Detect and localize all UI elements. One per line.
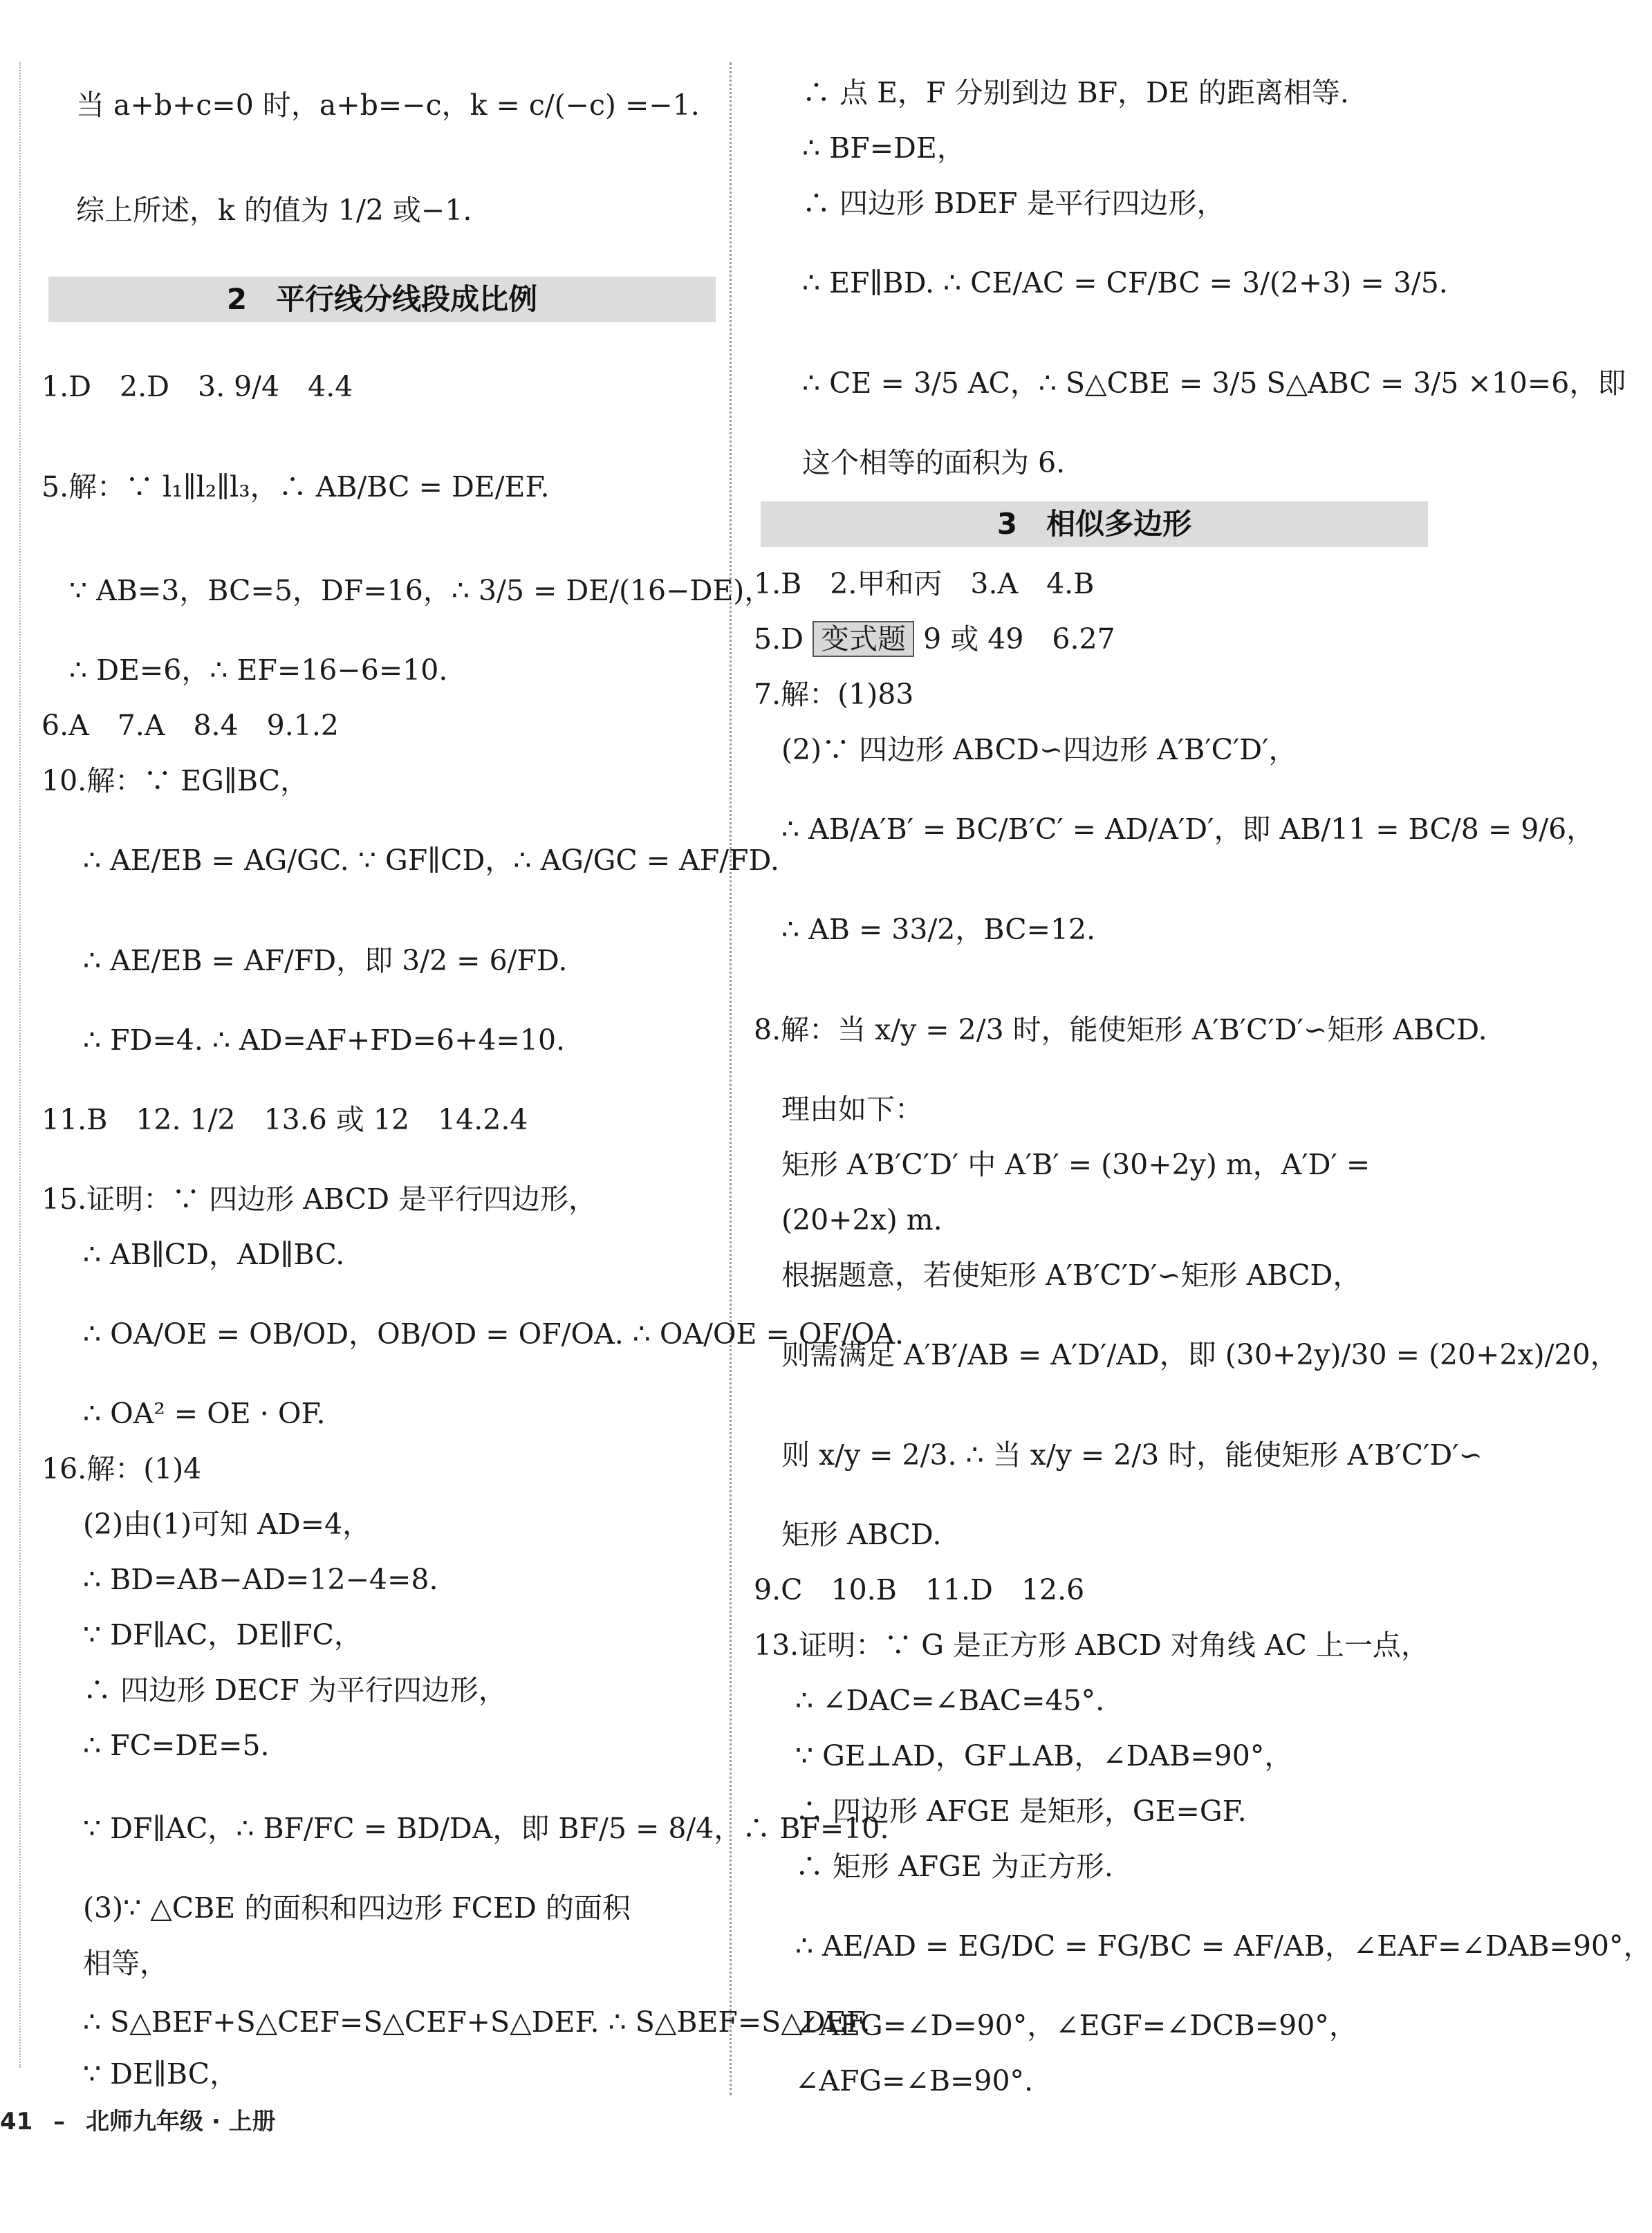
solution-line: 理由如下： [781, 1093, 923, 1126]
solution-line: (3)∵ △CBE 的面积和四边形 FCED 的面积 [83, 1891, 631, 1925]
solution-line: ∴ 四边形 AFGE 是矩形，GE=GF. [795, 1795, 1247, 1828]
solution-line: ∵ AB=3，BC=5，DF=16，∴ 3/5 = DE/(16−DE)， [69, 574, 773, 607]
answer-line: 9.C 10.B 11.D 12.6 [754, 1573, 1085, 1606]
solution-line: 这个相等的面积为 6. [802, 446, 1066, 479]
solution-line: ∵ GE⊥AD，GF⊥AB，∠DAB=90°， [795, 1739, 1293, 1772]
solution-line: ∴ 点 E，F 分别到边 BF，DE 的距离相等. [802, 76, 1349, 109]
solution-line: 10.解：∵ EG∥BC， [41, 764, 309, 797]
page-number: 41 [0, 2108, 33, 2135]
answer-5: 5.D [754, 622, 804, 656]
solution-line: ∴ AE/AD = EG/DC = FG/BC = AF/AB，∠EAF=∠DAB=90°， [795, 1929, 1652, 1963]
solution-line: ∴ AB = 33/2，BC=12. [781, 913, 1096, 946]
solution-line: ∴ ∠DAC=∠BAC=45°. [795, 1684, 1105, 1717]
text-line: 综上所述，k 的值为 1/2 或−1. [76, 194, 472, 227]
answer-variant: 9 或 49 6.27 [923, 622, 1115, 656]
section-heading: 2 平行线分线段成比例 [48, 277, 716, 322]
section-heading: 3 相似多边形 [761, 501, 1428, 547]
answer-line: 11.B 12. 1/2 13.6 或 12 14.2.4 [41, 1103, 528, 1136]
solution-line: ∴ EF∥BD. ∴ CE/AC = CF/BC = 3/(2+3) = 3/5. [802, 266, 1448, 299]
solution-line: ∴ AE/EB = AF/FD，即 3/2 = 6/FD. [83, 944, 568, 977]
column-divider [730, 62, 733, 2095]
solution-line: 16.解：(1)4 [41, 1452, 202, 1485]
solution-line: ∴ 矩形 AFGE 为正方形. [795, 1850, 1113, 1883]
solution-line: ∵ DF∥AC，DE∥FC， [83, 1618, 362, 1651]
solution-line: 根据题意，若使矩形 A′B′C′D′∽矩形 ABCD， [781, 1259, 1362, 1292]
solution-line: ∵ DE∥BC， [83, 2057, 239, 2091]
solution-line: ∵ DF∥AC，∴ BF/FC = BD/DA，即 BF/5 = 8/4，∴ BF=10. [83, 1812, 889, 1845]
solution-line: ∴ 四边形 DECF 为平行四边形， [83, 1674, 507, 1707]
solution-line: ∴ AB∥CD，AD∥BC. [83, 1238, 345, 1271]
page-footer [0, 2102, 276, 2136]
answer-line [754, 622, 1115, 656]
solution-line: (2)由(1)可知 AD=4， [83, 1508, 371, 1541]
solution-line: ∠AFG=∠B=90°. [795, 2064, 1034, 2097]
solution-line: ∴ OA/OE = OB/OD，OB/OD = OF/OA. ∴ OA/OE = OF/OA. [83, 1317, 904, 1351]
answer-line: 6.A 7.A 8.4 9.1.2 [41, 709, 339, 742]
solution-line: ∴ DE=6，∴ EF=16−6=10. [69, 654, 448, 687]
book-title: 北师九年级 · 上册 [86, 2108, 276, 2135]
solution-line: 相等， [83, 1947, 168, 1980]
footer-dash: – [53, 2108, 66, 2135]
solution-line: ∴ BF=DE， [802, 131, 965, 165]
variant-question-tag: 变式题 [813, 621, 914, 657]
page-edge-divider [19, 62, 22, 2068]
solution-line: ∴ 四边形 BDEF 是平行四边形， [802, 187, 1225, 220]
solution-line: ∴ AE/EB = AG/GC. ∵ GF∥CD，∴ AG/GC = AF/FD. [83, 844, 779, 877]
solution-line: 矩形 A′B′C′D′ 中 A′B′ = (30+2y) m，A′D′ = [781, 1148, 1371, 1181]
answer-line: 1.D 2.D 3. 9/4 4.4 [41, 370, 353, 403]
solution-line: ∴ BD=AB−AD=12−4=8. [83, 1563, 438, 1596]
text-line: 当 a+b+c=0 时，a+b=−c，k = c/(−c) =−1. [76, 89, 700, 122]
solution-line: 则 x/y = 2/3. ∴ 当 x/y = 2/3 时，能使矩形 A′B′C′D′∽ [781, 1438, 1483, 1472]
solution-line: ∴ OA² = OE · OF. [83, 1397, 326, 1430]
solution-line: 7.解：(1)83 [754, 678, 914, 711]
solution-line: ∴ S△BEF+S△CEF=S△CEF+S△DEF. ∴ S△BEF=S△DEF. [83, 2005, 871, 2039]
solution-line: ∠AEG=∠D=90°，∠EGF=∠DCB=90°， [795, 2009, 1357, 2042]
solution-line: ∴ FD=4. ∴ AD=AF+FD=6+4=10. [83, 1023, 566, 1057]
solution-line: 5.解：∵ l₁∥l₂∥l₃，∴ AB/BC = DE/EF. [41, 470, 550, 503]
solution-line: 8.解：当 x/y = 2/3 时，能使矩形 A′B′C′D′∽矩形 ABCD. [754, 1013, 1487, 1046]
solution-line: 矩形 ABCD. [781, 1518, 942, 1551]
solution-line: ∴ CE = 3/5 AC，∴ S△CBE = 3/5 S△ABC = 3/5 ×10=6，即 [802, 367, 1626, 400]
solution-line: (2)∵ 四边形 ABCD∽四边形 A′B′C′D′， [781, 733, 1297, 766]
solution-line: (20+2x) m. [781, 1203, 943, 1236]
solution-line: ∴ FC=DE=5. [83, 1729, 270, 1762]
solution-line: ∴ AB/A′B′ = BC/B′C′ = AD/A′D′，即 AB/11 = BC/8 = 9/6， [781, 813, 1595, 846]
solution-line: 则需满足 A′B′/AB = A′D′/AD，即 (30+2y)/30 = (20+2x)/20， [781, 1338, 1619, 1371]
solution-line: 13.证明：∵ G 是正方形 ABCD 对角线 AC 上一点， [754, 1629, 1429, 1662]
answer-line: 1.B 2.甲和丙 3.A 4.B [754, 567, 1095, 600]
solution-line: 15.证明：∵ 四边形 ABCD 是平行四边形， [41, 1183, 597, 1216]
